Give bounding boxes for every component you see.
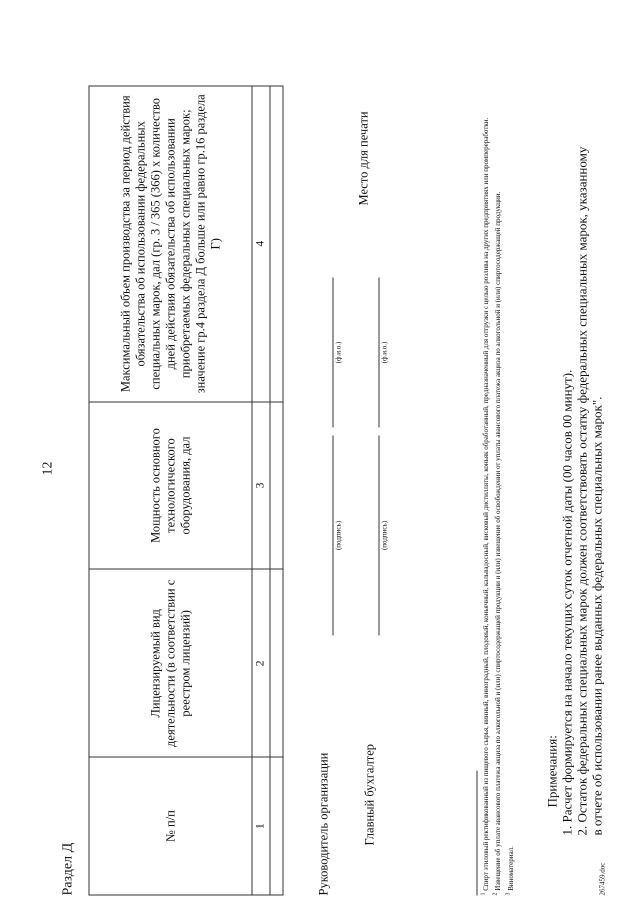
stamp-place-label: Место для печати (356, 110, 370, 205)
header-equipment-capacity: Мощность основного технологического оборудования, дал (89, 401, 252, 569)
accountant-name-line (378, 277, 379, 427)
table-row-empty (270, 86, 283, 895)
note-line-1: 1. Расчет формируется на начало текущих суток отчетной даты (00 часов 00 минут). (559, 369, 574, 835)
head-of-organization-label: Руководитель организации (316, 752, 330, 895)
footnote-3 (503, 15, 515, 895)
head-name-caption: (ф.и.о.) (334, 341, 342, 363)
head-signature-caption: (подпись) (334, 520, 342, 550)
accountant-signature-caption: (подпись) (380, 520, 388, 550)
head-name-line (332, 277, 333, 427)
chief-accountant-label: Главный бухгалтер (362, 743, 376, 845)
page-number: 12 (40, 461, 55, 475)
footnote-3-text: Виноматериал. (505, 845, 514, 891)
footnote-2-mark: 2 (492, 892, 499, 895)
note-line-3: в отчете об использовании ранее выданных федеральных специальных марок". (589, 396, 604, 835)
section-title: Раздел Д (60, 842, 75, 895)
table-cell (270, 757, 283, 895)
column-number-3: 3 (252, 401, 270, 569)
section-d-table (88, 85, 283, 895)
footnote-1 (478, 15, 490, 895)
column-number-4: 4 (252, 86, 270, 402)
accountant-signature-line (378, 435, 379, 635)
header-activity-type: Лицензируемый вид деятельности (в соответствии с реестром лицензий) (89, 569, 252, 757)
notes-title: Примечания: (544, 734, 559, 807)
table-cell (270, 401, 283, 569)
notes-block (544, 15, 604, 835)
accountant-name-caption: (ф.и.о.) (380, 341, 388, 363)
table-cell (270, 569, 283, 757)
footnote-3-mark: 3 (504, 892, 511, 895)
table-cell (270, 86, 283, 402)
footnote-separator (476, 770, 477, 895)
table-column-numbers-row (252, 86, 270, 895)
column-number-1: 1 (252, 757, 270, 895)
footnote-2-text: Извещение об уплате авансового платежа акциза по алкогольной и (или) спиртосодержащей продукции и (или) извещение об освобождении от уплаты авансового платежа акциза по алкогольной и (или) спиртосодержащей продукции. (493, 191, 502, 891)
footnote-1-mark: 1 (480, 892, 486, 895)
footnotes (478, 15, 515, 895)
note-line-2: 2. Остаток федеральных специальных марок должен соответствовать остатку федеральных специальных марок, указанному (574, 146, 589, 835)
header-row-number: № п/п (89, 757, 252, 895)
table-header-row (89, 86, 252, 895)
header-max-production: Максимальный объем производства за период действия обязательства об использовании федеральных специальных марок, дал (гр. 3 / 365 (366) х количество дней действия обязательства об использовании приобретаемых федеральных специальных марок; значение гр.4 раздела Д больше или равно гр.16 раздела Г) (89, 86, 252, 402)
footnote-2 (490, 15, 502, 895)
document-code: 267459.doc (598, 862, 606, 895)
column-number-2: 2 (252, 569, 270, 757)
footnote-1-text: Спирт этиловый ректификованный из пищевого сырья, винный, виноградный, плодовый, коньячный, кальвадосный, висковый дистилляты, коньяк обработанный, предназначенный для отгрузки с целью розлива на других предприятиях или промпереработки. (481, 117, 490, 891)
head-signature-line (332, 435, 333, 635)
